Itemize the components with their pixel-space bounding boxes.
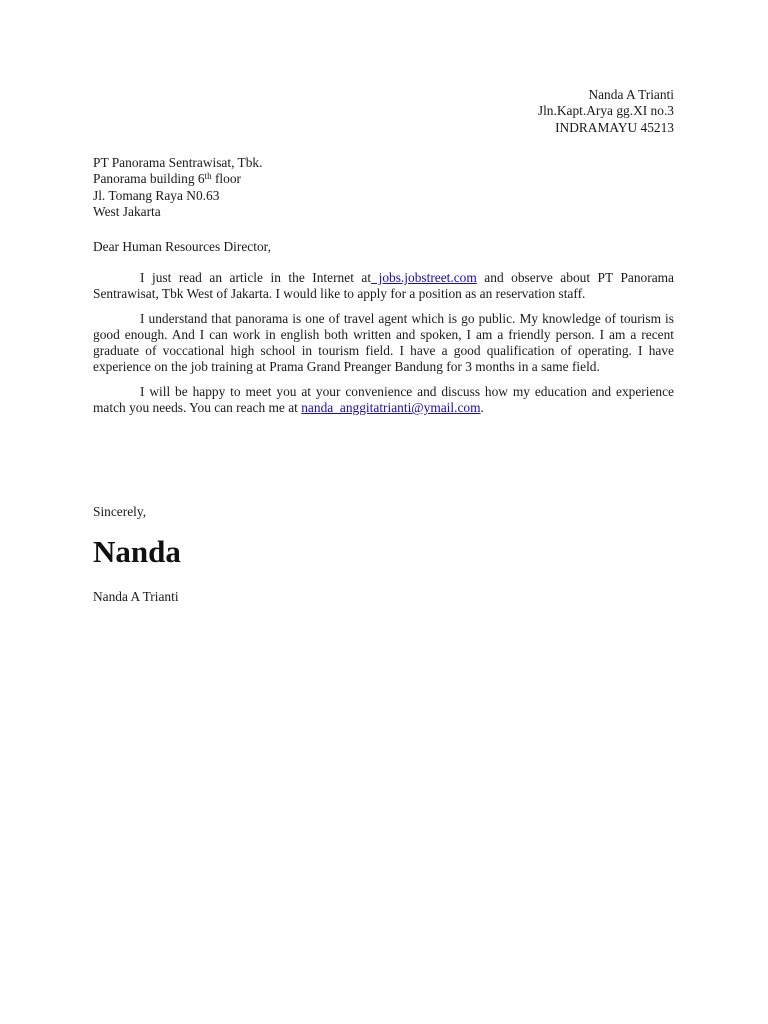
paragraph-3-text-end: . xyxy=(480,400,484,416)
email-link[interactable]: nanda_anggitatrianti@ymail.com xyxy=(301,400,481,416)
body-paragraph-2: I understand that panorama is one of travel agent which is go public. My knowledge of tourism is good enough. And I can work in english both written and spoken, I am a friendly person. I am a recent graduate of voccational high school in tourism field. I have a good qualification of operating. I have experience on the job training at Prama Grand Preanger Bandung for 3 months in a same field. xyxy=(93,310,674,375)
sender-name: Nanda A Trianti xyxy=(588,87,674,102)
body-paragraph-3 xyxy=(93,384,674,417)
recipient-city: West Jakarta xyxy=(93,203,161,219)
recipient-building-suffix: floor xyxy=(211,171,241,187)
paragraph-1-text-start: I just read an article in the Internet at xyxy=(140,270,372,285)
recipient-building xyxy=(93,171,262,187)
jobstreet-link[interactable]: jobs.jobstreet.com xyxy=(371,270,477,285)
paragraph-1-text-end: and observe about PT Panorama Sentrawisat, Tbk West of Jakarta. I would like to apply for a position as an reservation staff. xyxy=(93,270,674,302)
printed-name: Nanda A Trianti xyxy=(93,589,179,604)
recipient-building-prefix: Panorama building 6 xyxy=(93,171,205,187)
recipient-building-ordinal: th xyxy=(204,171,212,182)
sender-city: INDRAMAYU 45213 xyxy=(555,119,674,135)
body-paragraph-1 xyxy=(93,270,674,303)
signature: Nanda xyxy=(93,534,181,569)
sender-address-block xyxy=(538,87,674,136)
letter-body xyxy=(93,270,674,424)
recipient-address-block xyxy=(93,155,262,220)
recipient-company: PT Panorama Sentrawisat, Tbk. xyxy=(93,155,263,170)
recipient-street: Jl. Tomang Raya N0.63 xyxy=(93,187,220,203)
salutation: Dear Human Resources Director, xyxy=(93,239,271,254)
closing: Sincerely, xyxy=(93,504,147,519)
paragraph-3-text-start: I will be happy to meet you at your convenience and discuss how my education and experience match you needs. You can reach me at xyxy=(93,383,674,416)
sender-street: Jln.Kapt.Arya gg.XI no.3 xyxy=(537,103,674,119)
